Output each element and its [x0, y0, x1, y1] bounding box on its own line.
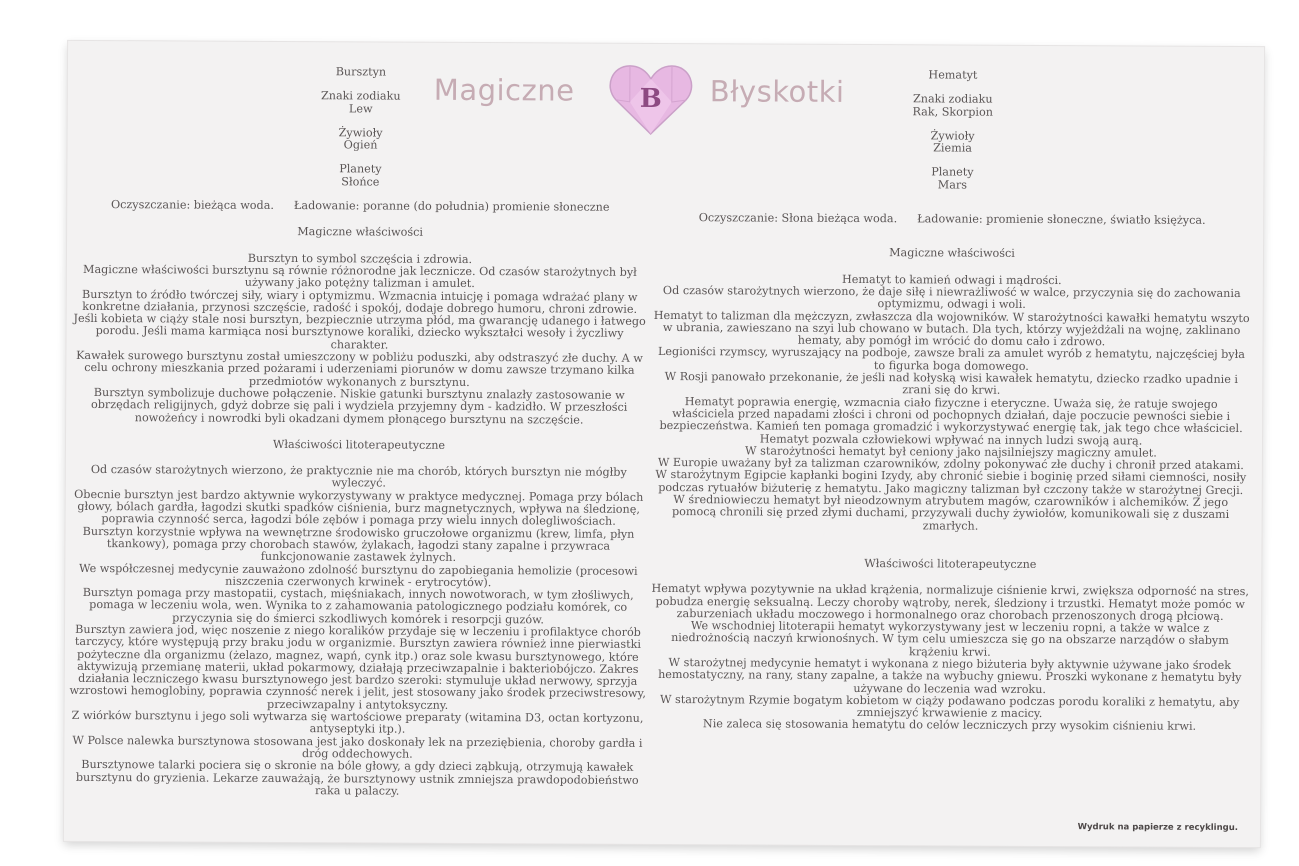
paragraph: Z wiórków bursztynu i jego soli wytwarza się wartościowe preparaty (witamina D3, octan kortyzonu, antyseptyki itp.).	[71, 708, 644, 737]
planet-label: Planety	[339, 162, 382, 177]
paragraph: W średniowieczu hematyt był nieodzownym atrybutem magów, czarowników i alchemików. Z jego pomocą chronili się przed złymi duchami, przyzywali duchy żywiołów, komunikowali się z duszami zmarłych.	[671, 493, 1230, 533]
paragraph: Od czasów starożytnych wierzono, że daje siłę i niewrażliwość w walce, przyczynia się do zachowania optymizmu, odwagi i woli.	[662, 283, 1241, 312]
charging-text: Ładowanie: poranne (do południa) promienie słoneczne	[293, 199, 610, 214]
paragraph: W Rosji panowało przekonanie, że jeśli nad kołyską wisi kawałek hematytu, dziecko rzadko upadnie i zrani się do krwi.	[664, 370, 1239, 398]
zodiac-value: Rak, Skorpion	[912, 104, 993, 119]
magic-text	[652, 273, 1251, 534]
element-label: Żywioły	[338, 126, 383, 140]
element-label: Żywioły	[930, 129, 975, 143]
zodiac-label: Znaki zodiaku	[320, 89, 401, 103]
paragraph: W Polsce nalewka bursztynowa stosowana jest jako doskonały lek na przeziębienia, choroby gardła i dróg oddechowych.	[72, 733, 643, 761]
stone-name: Hematyt	[928, 68, 978, 82]
litho-text	[650, 583, 1249, 734]
paragraph: W starożytnym Rzymie bogatym kobietom w ciąży podawano podczas porodu koraliki z hematytu, aby zmniejszyć krwawienie z macicy.	[659, 692, 1240, 721]
printed-card	[64, 41, 1264, 847]
left-column-amber	[64, 65, 654, 799]
paragraph: Hematyt poprawia energię, wzmacnia ciało fizyczne i eteryczne. Uważa się, że ratuje swojego właściciela przed napadami złości i chroni od pochopnych działań, daje poczucie pewności siebie i bezpieczeństwa. Kamień ten pomaga gromadzić i wykorzystywać energię tak, jak tego chce właściciel. Hematyt pozwala człowiekowi wpływać na innych ludzi swoją aurą.	[659, 394, 1243, 448]
element-value: Ziemia	[933, 141, 973, 155]
zodiac-label: Znaki zodiaku	[912, 92, 993, 107]
paragraph: Obecnie bursztyn jest bardzo aktywnie wykorzystywany w praktyce medycznej. Pomaga przy bólach głowy, bólach gardła, łagodzi skutki spadków ciśnienia, burz magnetycznych, wpływa na śledzionę, poprawia czynność serca, łagodzi bóle zębów i pomaga przy wielu innych dolegliwościach.	[74, 487, 644, 529]
litho-text	[64, 464, 652, 799]
magic-heading: Magiczne właściwości	[297, 225, 424, 240]
planet-label: Planety	[931, 165, 974, 180]
charging-text: Ładowanie: promienie słoneczne, światło księżyca.	[917, 212, 1206, 227]
planet-value: Słońce	[341, 175, 380, 189]
paragraph: Bursztynowe talarki pociera się o skronie na bóle głowy, a gdy dzieci ząbkują, otrzymują kawałek bursztynu do gryzienia. Lekarze zauważają, że bursztynowy ustnik zmniejsza prawdopodobieństwo raka u palaczy.	[75, 758, 639, 798]
paragraph: Hematyt to kamień odwagi i mądrości.	[842, 272, 1062, 287]
litho-heading: Właściwości litoterapeutyczne	[864, 556, 1037, 571]
paragraph: W starożytnej medycynie hematyt i wykonana z niego biżuteria były aktywnie używane jako środek hemostatyczny, na rany, stany zapalne, a także na wybuchy gniewu. Proszki wykonane z hematytu były używane do leczenia wad wzroku.	[658, 656, 1242, 696]
paragraph: Nie zaleca się stosowania hematytu do celów leczniczych przy wysokim ciśnieniu krwi.	[702, 717, 1197, 734]
paragraph: W starożytności hematyt był ceniony jako najsilniejszy magiczny amulet.	[745, 444, 1157, 460]
paragraph: Od czasów starożytnych wierzono, że praktycznie nie ma chorób, których bursztyn nie mógłby wyleczyć.	[90, 463, 627, 490]
paragraph: W Europie uważany był za talizman czarowników, zdolny pokonywać złe duchy i chronił przed atakami.	[657, 456, 1244, 473]
recycled-paper-note: Wydruk na papierze z recyklingu.	[1077, 822, 1239, 834]
paragraph: Kawałek surowego bursztynu został umieszczony w pobliżu poduszki, aby odstraszyć złe duchy. A w celu ochrony mieszkania przed pożarami i uderzeniami piorunów w domu zawsze trzymano kilka przedmiotów wykonanych z bursztynu.	[76, 348, 643, 389]
magic-heading: Magiczne właściwości	[889, 246, 1015, 261]
zodiac-value: Lew	[348, 101, 373, 116]
paragraph: Hematyt wpływa pozytywnie na układ krążenia, normalizuje ciśnienie krwi, zwiększa odporność na stres, pobudza energię seksualną. Leczy choroby wątroby, nerek, śledziony i trzustki. Hematyt może pomóc w zaburzeniach układu moczowego i hormonalnego oraz chorobach przenoszonych drogą płciową.	[651, 582, 1250, 623]
logo-word-left: Magiczne	[433, 72, 575, 108]
paragraph: We wschodniej litoterapii hematyt wykorzystywany jest w leczeniu ropni, a także w walce z niedrożnością naczyń krwionośnych. W tym celu umieszcza się go na obszarze narządów o słabym krążeniu krwi.	[671, 619, 1229, 659]
paragraph: Hematyt to talizman dla mężczyzn, zwłaszcza dla wojowników. W starożytności kawałki hematytu wszyto w ubrania, zawieszano na szyi lub chowano w butach. Dla tych, którzy wyjeżdżali na wojnę, zaklinano hematy, aby pomógł im wrócić do domu cało i zdrowo.	[653, 308, 1250, 349]
logo-letter: B	[639, 83, 662, 114]
paragraph: W starożytnym Egipcie kapłanki bogini Izydy, aby chronić siebie i boginię przed siłami ciemności, nosiły podczas rytuałów biżuterię z hematytu. Jako magiczny talizman był czczony także w starożytnej Grecji.	[655, 468, 1247, 497]
stone-name: Bursztyn	[335, 65, 387, 79]
right-column-hematite	[650, 68, 1251, 734]
paragraph: Bursztyn korzystnie wpływa na wewnętrzne środowisko gruczołowe organizmu (krew, limfa, płyn tkankowy), pomaga przy chorobach stawów, żylakach, łagodzi stany zapalne i przywraca funkcjonowanie zastawek żylnych.	[82, 524, 635, 565]
litho-heading: Właściwości litoterapeutyczne	[272, 437, 446, 452]
paragraph: Legioniści rzymscy, wyruszający na podboje, zawsze brali za amulet wyrób z hematytu, najczęściej była to figurka boga domowego.	[657, 345, 1245, 373]
planet-value: Mars	[937, 178, 968, 192]
paragraph: We współczesnej medycynie zauważono zdolność bursztynu do zapobiegania hemolizie (procesowi niszczenia czerwonych krwinek - erytrocytów).	[78, 561, 638, 589]
cleaning-charging-line	[67, 199, 653, 214]
paragraph: Bursztyn pomaga przy mastopatii, cystach, mięśniakach, innych nowotworach, w tym złośliwych, pomaga w leczeniu wola, wen. Wynika to z zahamowania patologicznego podziału komórek, co przyczynia się do śmierci szkodliwych komórek i resorpcji guzów.	[82, 586, 634, 627]
logo-word-right: Błyskotki	[709, 74, 845, 109]
paragraph: Bursztyn zawiera jod, więc noszenie z niego koralików przydaje się w leczeniu i profilaktyce chorób tarczycy, które występują przy braku jodu w organizmie. Bursztyn zawiera również inne pierwiastki pożyteczne dla organizmu (żelazo, magnez, wapń, cynk itp.) oraz sole kwasu bursztynowego, które aktywizują przemianę materii, układ pokarmowy, działają przeciwzapalnie i bakteriobójczo. Zakres działania leczniczego kwasu bursztynowego jest bardzo szeroki: stymuluje układ nerwowy, sprzyja wzrostowi hemoglobiny, poprawia czynność nerek i jelit, jest stosowany jako środek przeciwstresowy, przeciwzapalny i antytoksyczny.	[69, 622, 646, 712]
magic-text	[66, 252, 653, 427]
paragraph: Bursztyn to źródło twórczej siły, wiary i optymizmu. Wzmacnia intuicję i pomaga wdrażać plany w konkretne działania, przynosi szczęście, radość i spokój, dodaje dobrego humoru, chroni zdrowie.	[82, 287, 638, 316]
paragraph: Bursztyn symbolizuje duchowe połączenie. Niskie gatunki bursztynu znalazły zastosowanie w obrzędach religijnych, gdyż dobrze się pali i wydziela przyjemny dym - kadzidło. W przeszłości nowożeńcy i nowrodki byli okadzani dymem płonącego bursztynu na szczęście.	[90, 385, 628, 427]
cleaning-text: Oczyszczanie: bieżąca woda.	[110, 198, 274, 213]
paragraph: Jeśli kobieta w ciąży stale nosi bursztyn, bezpiecznie utrzyma płód, ma gwarancję udanego i łatwego porodu. Jeśli mama karmiąca nosi bursztynowe koraliki, dziecko wykształci wesoły i życzliwy charakter.	[73, 312, 646, 352]
paragraph: Bursztyn to symbol szczęścia i zdrowia.	[247, 251, 473, 266]
paragraph: Magiczne właściwości bursztynu są równie różnorodne jak lecznicze. Od czasów starożytnych był używany jako potężny talizman i amulet.	[82, 262, 637, 291]
cleaning-charging-line	[653, 212, 1251, 227]
cleaning-text: Oczyszczanie: Słona bieżąca woda.	[698, 211, 898, 226]
element-value: Ogień	[343, 138, 378, 152]
